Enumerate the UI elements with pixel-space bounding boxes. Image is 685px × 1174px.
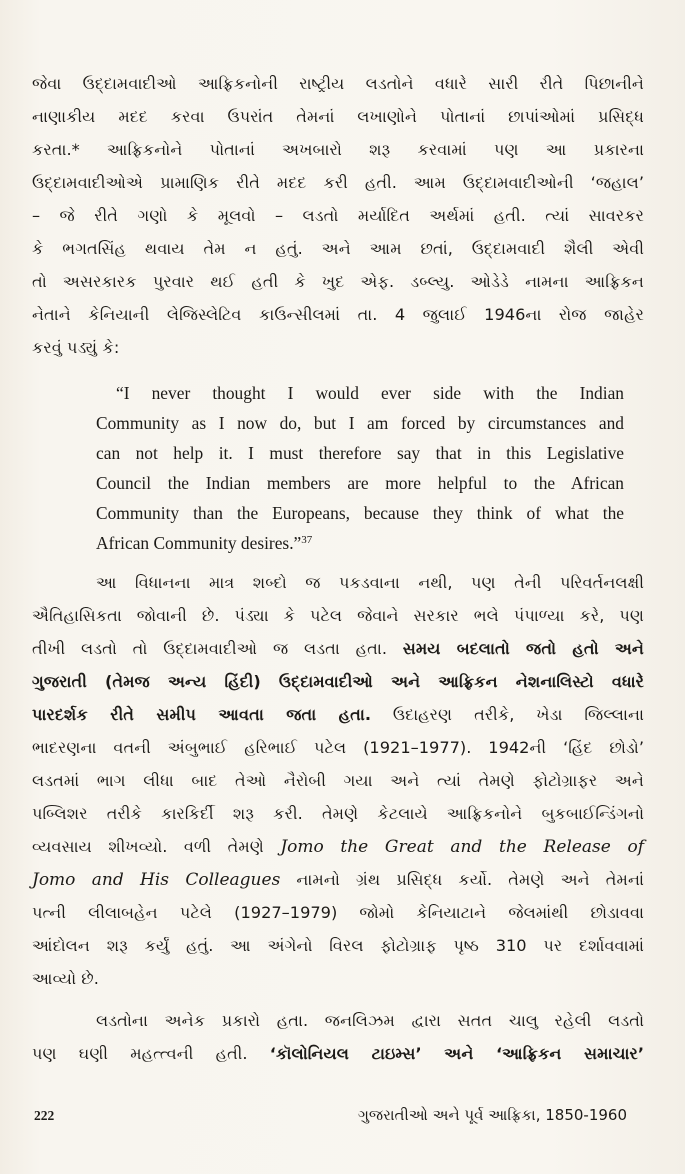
quote-line-1: “I never thought I would ever side with the Indian [116,383,624,403]
paragraph-1-line-2: નાણાકીય મદદ કરવા ઉપરાંત તેમનાં લખાણોને પોતાનાં છાપાંઓમાં પ્રસિદ્ધ [32,107,644,126]
paragraph-1-line-8: નેતાને કેનિયાની લેજિસ્લેટિવ કાઉન્સીલમાં તા. 4 જુલાઈ 1946ના રોજ જાહેર [32,305,644,324]
paragraph-1-line-3: કરતા.* આફ્રિકનોને પોતાનાં અખબારો શરૂ કરવામાં પણ આ પ્રકારના [32,140,644,159]
paragraph-2-line-10 [32,870,644,890]
paragraph-2-line-9-text: વ્યવસાય શીખવ્યો. વળી તેમણે [32,837,264,856]
paragraph-2-line-5 [32,705,644,725]
quote-line-6 [96,530,624,556]
paragraph-3-line-2-text: પણ ઘણી મહત્ત્વની હતી. [32,1044,248,1063]
paragraph-1-line-1: જેવા ઉદ્દામવાદીઓ આફ્રિકનોની રાષ્ટ્રીય લડતોને વધારે સારી રીતે પિછાનીને [32,74,644,93]
footnote-marker: 37 [301,534,313,546]
quote-line-5: Community than the Europeans, because they think of what the [96,503,624,523]
paragraph-2-line-1: આ વિધાનના માત્ર શબ્દો જ પકડવાના નથી, પણ તેની પરિવર્તનલક્ષી [96,573,644,592]
paragraph-2-line-3 [32,639,644,659]
paragraph-2-line-3-text: તીખી લડતો તો ઉદ્દામવાદીઓ જ લડતા હતા. [32,639,387,658]
paragraph-1-line-4: ઉદ્દામવાદીઓએ પ્રામાણિક રીતે મદદ કરી હતી. આમ ઉદ્દામવાદીઓની ‘જહાલ’ [32,173,644,192]
paragraph-2-line-6: ભાદરણના વતની અંબુભાઈ હરિભાઈ પટેલ (1921–1977). 1942ની ‘હિંદ છોડો’ [32,738,644,757]
paragraph-1-line-5: – જે રીતે ગણો કે મૂલવો – લડતો મર્યાદિત અર્થમાં હતી. ત્યાં સાવરકર [32,206,644,225]
book-title-italic-part-1: Jomo the Great and the Release of [280,837,645,857]
quote-line-3: can not help it. I must therefore say that in this Legislative [96,443,624,463]
quote-line-2: Community as I now do, but I am forced by circumstances and [96,413,624,433]
running-footer-title: ગુજરાતીઓ અને પૂર્વ આફ્રિકા, 1850-1960 [357,1106,627,1124]
paragraph-2-line-10-text: નામનો ગ્રંથ પ્રસિદ્ધ કર્યો. તેમણે અને તેમનાં [296,870,644,889]
paragraph-2-line-13: આવ્યો છે. [32,969,99,988]
paragraph-2-line-9 [32,837,644,857]
book-title-italic-part-2: Jomo and His Colleagues [32,870,281,890]
page-number: 222 [34,1108,55,1123]
paragraph-2-line-11: પત્ની લીલાબહેન પટેલે (1927–1979) જોમો કેનિયાટાને જેલમાંથી છોડાવવા [32,903,644,922]
paragraph-1-line-6: કે ભગતસિંહ થવાય તેમ ન હતું. અને આમ છતાં, ઉદ્દામવાદી શૈલી એવી [32,239,644,258]
paragraph-2-line-5-bold: પારદર્શક રીતે સમીપ આવતા જતા હતા. [32,705,371,724]
paragraph-2-line-2: ઐતિહાસિકતા જોવાની છે. પંડ્યા કે પટેલ જેવાને સરકાર ભલે પંપાળ્યા કરે, પણ [32,606,644,625]
quote-line-6-text: African Community desires.” [96,533,302,553]
paragraph-3-line-2 [32,1044,644,1064]
paragraph-3-line-1: લડતોના અનેક પ્રકારો હતા. જનલિઝમ દ્વારા સતત ચાલુ રહેલી લડતો [96,1011,644,1030]
paragraph-2-line-3-bold: સમય બદલાતો જતો હતો અને [402,639,644,658]
paragraph-2-line-4-bold: ગુજરાતી (તેમજ અન્ય હિંદી) ઉદ્દામવાદીઓ અને આફ્રિકન નેશનાલિસ્ટો વધારે [32,672,644,691]
paragraph-3-line-2-bold: ‘કૉલોનિયલ ટાઇમ્સ’ અને ‘આફ્રિકન સમાચાર’ [269,1044,644,1063]
quote-line-4: Council the Indian members are more helpful to the African [96,473,624,493]
paragraph-2-line-8: પબ્લિશર તરીકે કારકિર્દી શરૂ કરી. તેમણે કેટલાયે આફ્રિકનોને બુકબાઈન્ડિંગનો [32,804,644,823]
paragraph-2-line-12: આંદોલન શરૂ કર્યું હતું. આ અંગેનો વિરલ ફોટોગ્રાફ પૃષ્ઠ 310 પર દર્શાવવામાં [32,936,644,955]
paragraph-1-line-9: કરવું પડ્યું કે: [32,338,120,357]
paragraph-1-line-7: તો અસરકારક પુરવાર થઈ હતી કે ખુદ એફ. ડબ્લ્યુ. ઓડેડે નામના આફ્રિકન [32,272,644,291]
paragraph-2-line-4 [32,672,644,692]
paragraph-2-line-7: લડતમાં ભાગ લીધા બાદ તેઓ નૈરોબી ગયા અને ત્યાં તેમણે ફોટોગ્રાફર અને [32,771,644,790]
paragraph-2-line-5-text: ઉદાહરણ તરીકે, ખેડા જિલ્લાના [392,705,645,724]
